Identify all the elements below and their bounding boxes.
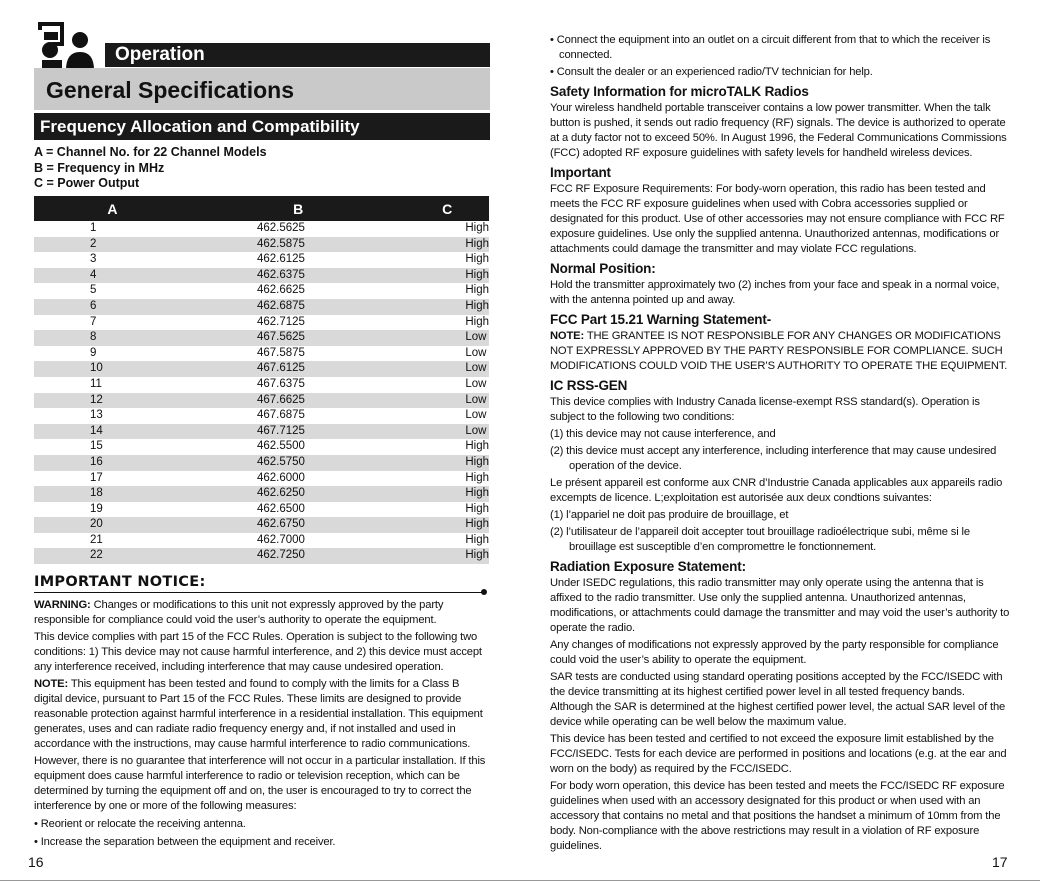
bottom-rule xyxy=(0,880,1040,881)
channel-cell: 7 xyxy=(90,315,97,328)
frequency-cell: 462.5625 xyxy=(256,222,305,234)
note-text: This equipment has been tested and found to comply with the limits for a Class B digital device, pursuant to Part 15 of the FCC Rules. These limits are designed to provide reasonable protection against harmful interference in a residential installation. This equipment generates, uses and can radiate radio frequency energy and, if not installed and used in accordance with the instructions, may cause harmful interference to radio communications. xyxy=(34,678,483,750)
table-row xyxy=(34,533,489,549)
channel-cell: 17 xyxy=(90,471,103,484)
note-paragraph xyxy=(34,677,489,752)
legend-item: B = Frequency in MHz xyxy=(34,160,165,175)
frequency-cell: 462.5500 xyxy=(256,440,305,453)
legend-item: C = Power Output xyxy=(34,176,140,190)
frequency-cell: 462.7250 xyxy=(191,548,405,564)
left-page xyxy=(0,0,500,883)
table-row xyxy=(34,361,489,377)
frequency-cell: 462.6000 xyxy=(256,471,305,484)
table-row xyxy=(34,393,489,409)
radiation-paragraph: SAR tests are conducted using standard operating positions accepted by the FCC/ISEDC with the device transmitting at its highest certified power level in all tested frequency bands. Although the SAR is determined at the highest certified power level, the actual SAR level of the device while operating can be well below the maximum value. xyxy=(550,671,1006,728)
warning-paragraph xyxy=(34,598,489,628)
table-row xyxy=(34,330,489,346)
power-cell: High xyxy=(465,533,489,546)
channel-cell: 15 xyxy=(90,440,103,453)
table-row xyxy=(34,283,489,299)
radiation-paragraph: Under ISEDC regulations, this radio transmitter may only operate using the antenna that is affixed to the radio transmitter. Use only the supplied antenna. Unauthorized antennas, modifications, or attachments could damage the transmitter and may void the user’s authority to operate the radio. xyxy=(550,577,1010,634)
channel-cell: 13 xyxy=(90,409,103,422)
ic-paragraph: This device complies with Industry Canada license-exempt RSS standard(s). Operation is subject to the following two conditions: xyxy=(550,396,980,423)
ic-list-item: (2) this device must accept any interference, including interference that may cause undesired operation of the device. xyxy=(550,445,997,472)
important-heading: Important xyxy=(550,165,611,180)
frequency-cell: 462.5750 xyxy=(191,455,405,471)
notice-body xyxy=(34,598,489,852)
power-cell: High xyxy=(405,237,489,253)
channel-cell: 22 xyxy=(34,548,191,564)
channel-cell: 12 xyxy=(34,393,191,409)
frequency-cell: 462.7125 xyxy=(256,315,305,328)
power-cell: High xyxy=(465,471,489,484)
warning-label: WARNING: xyxy=(34,599,91,611)
safety-paragraph: Your wireless handheld portable transceiver contains a low power transmitter. When the talk button is pushed, it sends out radio frequency (RF) signals. The device is authorized to operate at a duty factor not to exceed 50%. In August 1996, the Federal Communications Commissions (FCC) adopted RF exposure guidelines with safety levels for handheld wireless devices. xyxy=(550,102,1007,159)
section-label: Operation xyxy=(105,43,490,67)
channel-cell: 1 xyxy=(90,222,97,234)
page-number: 17 xyxy=(992,854,1008,870)
page-title: General Specifications xyxy=(34,68,490,110)
table-row xyxy=(34,424,489,440)
power-cell: Low xyxy=(465,346,487,359)
column-header: C xyxy=(405,196,489,221)
frequency-cell: 462.6250 xyxy=(191,486,405,502)
power-cell: High xyxy=(465,284,489,297)
frequency-cell: 462.7000 xyxy=(256,533,305,546)
power-cell: Low xyxy=(405,330,489,346)
table-row xyxy=(34,268,489,284)
channel-cell: 2 xyxy=(34,237,191,253)
french-paragraph: Le présent appareil est conforme aux CNR d’Industrie Canada applicables aux appareils radio excempts de licence. L;exploitation est autorisée aux deux condtions suivantes: xyxy=(550,477,1003,504)
note-label: NOTE: xyxy=(34,678,69,690)
channel-cell: 3 xyxy=(90,253,97,266)
bullet-item: • Reorient or relocate the receiving antenna. xyxy=(34,818,246,830)
table-row xyxy=(34,486,489,502)
french-list-item: (2) l’utilisateur de l’appareil doit accepter tout brouillage radioélectrique subi, même si le brouillage est susceptible d’en compromettre le fonctionnement. xyxy=(550,526,970,553)
operation-person-icon xyxy=(36,22,108,70)
part15-heading: FCC Part 15.21 Warning Statement- xyxy=(550,312,772,327)
channel-cell: 5 xyxy=(90,284,97,297)
table-row xyxy=(34,315,489,331)
bullet-item: • Connect the equipment into an outlet on a circuit different from that to which the receiver is connected. xyxy=(550,34,991,61)
frequency-cell: 467.6125 xyxy=(191,361,405,377)
part15-note-text: THE GRANTEE IS NOT RESPONSIBLE FOR ANY CHANGES OR MODIFICATIONS NOT EXPRESSLY APPROVED BY THE PARTY RESPONSIBLE FOR COMPLIANCE. SUCH MODIFICATIONS COULD VOID THE USER’S AUTHORITY TO OPERATE THE EQUIPMENT. xyxy=(550,330,1008,372)
frequency-cell: 462.5875 xyxy=(191,237,405,253)
bullet-item: • Consult the dealer or an experienced radio/TV technician for help. xyxy=(550,66,873,78)
channel-cell: 14 xyxy=(34,424,191,440)
power-cell: Low xyxy=(465,409,487,422)
channel-cell: 10 xyxy=(34,361,191,377)
part15-note-paragraph xyxy=(550,329,1010,374)
table-row xyxy=(34,455,489,471)
frequency-cell: 467.6875 xyxy=(256,409,305,422)
power-cell: High xyxy=(465,222,489,234)
power-cell: High xyxy=(405,299,489,315)
radiation-paragraph: This device has been tested and certified to not exceed the exposure limit established by the FCC/ISEDC. Tests for each device are performed in positions and locations (e.g. at the ear and worn on the body) as required by the FCC/ISEDC. xyxy=(550,733,1007,775)
power-cell: High xyxy=(465,253,489,266)
table-legend xyxy=(34,145,267,192)
section-subtitle: Frequency Allocation and Compatibility xyxy=(34,113,490,140)
table-row xyxy=(34,548,489,564)
right-page xyxy=(540,0,1040,883)
ic-list-item: (1) this device may not cause interference, and xyxy=(550,428,776,440)
power-cell: High xyxy=(405,455,489,471)
table-row xyxy=(34,502,489,518)
notice-heading: IMPORTANT NOTICE: xyxy=(34,574,206,590)
page-number: 16 xyxy=(28,854,44,870)
power-cell: Low xyxy=(405,424,489,440)
table-header-row xyxy=(34,196,489,221)
power-cell: Low xyxy=(405,393,489,409)
divider-end-dot xyxy=(481,589,487,595)
frequency-cell: 467.5625 xyxy=(191,330,405,346)
frequency-cell: 467.6375 xyxy=(256,377,305,390)
frequency-cell: 462.6500 xyxy=(256,502,305,515)
bullet-item: • Increase the separation between the equipment and receiver. xyxy=(34,836,336,848)
frequency-cell: 462.6125 xyxy=(256,253,305,266)
channel-cell: 16 xyxy=(34,455,191,471)
legend-item: A = Channel No. for 22 Channel Models xyxy=(34,145,267,159)
ic-heading: IC RSS-GEN xyxy=(550,378,628,393)
frequency-cell: 467.5875 xyxy=(256,346,305,359)
table-row xyxy=(34,237,489,253)
channel-cell: 18 xyxy=(34,486,191,502)
frequency-cell: 462.6625 xyxy=(256,284,305,297)
table-row xyxy=(34,299,489,315)
channel-cell: 6 xyxy=(34,299,191,315)
table-row xyxy=(34,408,489,424)
frequency-table xyxy=(34,196,489,564)
radiation-heading: Radiation Exposure Statement: xyxy=(550,559,746,574)
frequency-cell: 467.6625 xyxy=(191,393,405,409)
power-cell: High xyxy=(465,440,489,453)
power-cell: High xyxy=(465,502,489,515)
table-row xyxy=(34,471,489,487)
frequency-cell: 462.6750 xyxy=(191,517,405,533)
channel-cell: 11 xyxy=(90,377,102,390)
safety-heading: Safety Information for microTALK Radios xyxy=(550,84,809,99)
table-row xyxy=(34,377,489,393)
channel-cell: 20 xyxy=(34,517,191,533)
notice-divider xyxy=(34,592,484,593)
power-cell: High xyxy=(465,315,489,328)
table-row xyxy=(34,221,489,237)
frequency-cell: 462.6875 xyxy=(191,299,405,315)
important-paragraph: FCC RF Exposure Requirements: For body-worn operation, this radio has been tested and meets the FCC RF exposure guidelines when used with Cobra accessories supplied or designated for this product. Use of other accessories may not ensure compliance with FCC RF exposure guidelines. Use only the supplied antenna. Unauthorized antennas, modifications or attachments could damage the transmitter and may violate FCC regulations. xyxy=(550,183,1005,255)
power-cell: High xyxy=(405,548,489,564)
warning-text: Changes or modifications to this unit not expressly approved by the party responsible for compliance could void the user’s authority to operate the equipment. xyxy=(34,599,444,626)
power-cell: Low xyxy=(405,361,489,377)
radiation-paragraph: For body worn operation, this device has been tested and meets the FCC/ISEDC RF exposure guidelines when used with an accessory designated for this product or when used with an accessory that contains no metal and that positions the handset a minimum of 10mm from the body. Non-compliance with the above restrictions may result in a violation of RF exposure guidelines. xyxy=(550,780,1005,852)
normal-position-heading: Normal Position: xyxy=(550,261,656,276)
part15-note-label: NOTE: xyxy=(550,330,585,342)
power-cell: High xyxy=(405,517,489,533)
radiation-paragraph: Any changes of modifications not expressly approved by the party responsible for compliance could void the user’s ability to operate the equipment. xyxy=(550,639,999,666)
channel-cell: 4 xyxy=(34,268,191,284)
power-cell: High xyxy=(405,268,489,284)
table-row xyxy=(34,346,489,362)
channel-cell: 21 xyxy=(90,533,103,546)
table-row xyxy=(34,252,489,268)
column-header: B xyxy=(191,196,405,221)
power-cell: Low xyxy=(465,377,487,390)
however-paragraph: However, there is no guarantee that interference will not occur in a particular installation. If this equipment does cause harmful interference to radio or television reception, which can be determined by turning the equipment off and on, the user is encouraged to try to correct the interference by one or more of the following measures: xyxy=(34,755,486,812)
channel-cell: 8 xyxy=(34,330,191,346)
channel-cell: 9 xyxy=(90,346,97,359)
fcc-part15-paragraph: This device complies with part 15 of the FCC Rules. Operation is subject to the following two conditions: 1) This device may not cause harmful interference, and 2) this device must accept any interference received, including interference that may cause undesired operation. xyxy=(34,631,482,673)
french-list-item: (1) l’appariel ne doit pas produire de brouillage, et xyxy=(550,509,789,521)
table-row xyxy=(34,517,489,533)
channel-cell: 19 xyxy=(90,502,103,515)
frequency-cell: 462.6375 xyxy=(191,268,405,284)
right-page-body xyxy=(550,31,1010,856)
frequency-cell: 467.7125 xyxy=(191,424,405,440)
table-row xyxy=(34,439,489,455)
column-header: A xyxy=(34,196,191,221)
normal-position-paragraph: Hold the transmitter approximately two (2) inches from your face and speak in a normal voice, with the antenna pointed up and away. xyxy=(550,279,1000,306)
power-cell: High xyxy=(405,486,489,502)
